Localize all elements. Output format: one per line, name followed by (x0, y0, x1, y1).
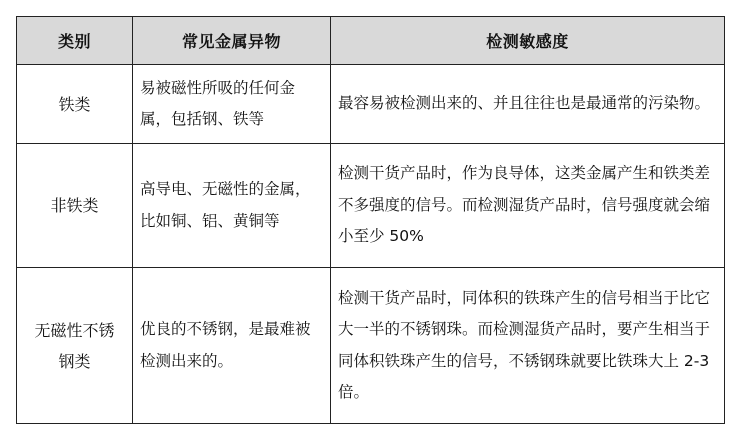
header-common-metals: 常见金属异物 (133, 17, 331, 65)
metals-cell: 优良的不锈钢，是最难被检测出来的。 (133, 268, 331, 424)
category-cell: 铁类 (17, 65, 133, 144)
category-cell: 非铁类 (17, 144, 133, 268)
table-row (17, 268, 725, 424)
sensitivity-cell: 最容易被检测出来的、并且往往也是最通常的污染物。 (331, 65, 725, 144)
metals-cell: 易被磁性所吸的任何金属，包括钢、铁等 (133, 65, 331, 144)
metals-cell: 高导电、无磁性的金属，比如铜、铝、黄铜等 (133, 144, 331, 268)
sensitivity-cell: 检测干货产品时，作为良导体，这类金属产生和铁类差不多强度的信号。而检测湿货产品时，信号强度就会缩小至少 50% (331, 144, 725, 268)
table-header-row (17, 17, 725, 65)
table-row (17, 65, 725, 144)
metal-detection-table (16, 16, 725, 424)
header-category: 类别 (17, 17, 133, 65)
category-cell: 无磁性不锈钢类 (17, 268, 133, 424)
header-detection-sensitivity: 检测敏感度 (331, 17, 725, 65)
table-row (17, 144, 725, 268)
sensitivity-cell: 检测干货产品时，同体积的铁珠产生的信号相当于比它大一半的不锈钢珠。而检测湿货产品时，要产生相当于同体积铁珠产生的信号，不锈钢珠就要比铁珠大上 2-3 倍。 (331, 268, 725, 424)
